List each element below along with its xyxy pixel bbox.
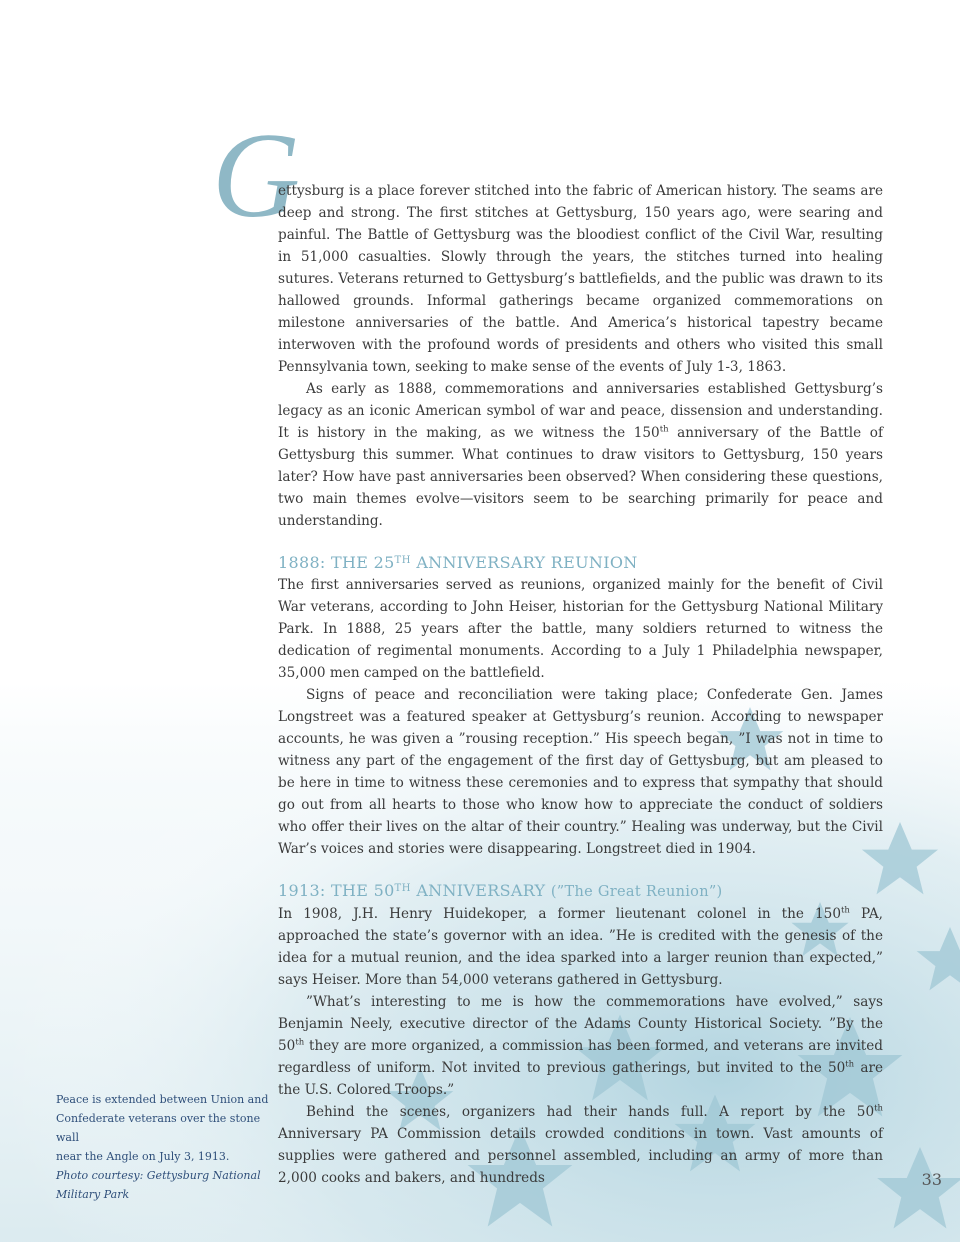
section-1913-paragraph-3: Behind the scenes, organizers had their hands full. A report by the 50th Anniversary PA Commission details crowded conditions in town. Vast amounts of supplies were gathered and personnel assembled, including an army of more than 2,000 cooks and bakers, and hundreds — [278, 1103, 883, 1186]
section-1888-paragraph-1: The first anniversaries served as reunions, organized mainly for the benefit of Civil War veterans, according to John Heiser, historian for the Gettysburg National Military Park. In 1888, 25 years after the battle, many soldiers returned to witness the dedication of regimental monuments. According to a July 1 Philadelphia newspaper, 35,000 men camped on the battlefield. — [278, 577, 883, 681]
section-1888-paragraph-2: Signs of peace and reconciliation were taking place; Confederate Gen. James Longstreet was a featured speaker at Gettysburg’s reunion. According to newspaper accounts, he was given a ”rousing reception.” His speech began, ”I was not in time to witness any part of the engagement of the first day of Gettysburg, but am pleased to be here in time to witness these ceremonies and to express that sympathy that should go out from all hearts to those who know how to appreciate the conduct of soldiers who offer their lives on the altar of their country.” Healing was underway, but the Civil War’s voices and stories were disappearing. Longstreet died in 1904. — [278, 687, 883, 857]
caption-line: Peace is extended between Union and — [56, 1093, 269, 1106]
photo-caption — [56, 1090, 286, 1204]
photo-credit: Photo courtesy: Gettysburg National Military Park — [56, 1169, 261, 1201]
section-1913-paragraph-1: In 1908, J.H. Henry Huidekoper, a former lieutenant colonel in the 150th PA, approached the state’s governor with an idea. ”He is credited with the genesis of the idea for a mutual reunion, and the idea sparked into a larger reunion than expected,” says Heiser. More than 54,000 veterans gathered in Gettysburg. — [278, 905, 883, 988]
section-1913-paragraph-2: ”What’s interesting to me is how the commemorations have evolved,” says Benjamin Neely, executive director of the Adams County Historical Society. ”By the 50th they are more organized, a commission has been formed, and veterans are invited regardless of uniform. Not invited to previous gatherings, but invited to the 50th are the U.S. Colored Troops.” — [278, 994, 884, 1098]
caption-line: Confederate veterans over the stone wall — [56, 1112, 261, 1144]
section-heading-1888: 1888: THE 25TH ANNIVERSARY REUNION — [278, 553, 638, 572]
page-number: 33 — [921, 1170, 942, 1189]
article-body — [278, 180, 883, 1189]
intro-paragraph-1: ettysburg is a place forever stitched into the fabric of American history. The seams are deep and strong. The first stitches at Gettysburg, 150 years ago, were searing and painful. The Battle of Gettysburg was the bloodiest conflict of the Civil War, resulting in 51,000 casualties. Slowly through the years, the stitches turned into healing sutures. Veterans returned to Gettysburg’s battlefields, and the public was drawn to its hallowed grounds. Informal gatherings became organized commemorations on milestone anniversaries of the battle. And America’s historical tapestry became interwoven with the profound words of presidents and others who visited this small Pennsylvania town, seeking to make sense of the events of July 1-3, 1863. — [278, 183, 883, 375]
intro-paragraph-2: As early as 1888, commemorations and anniversaries established Gettysburg’s legacy as an iconic American symbol of war and peace, dissension and understanding. It is history in the making, as we witness the 150th anniversary of the Battle of Gettysburg this summer. What continues to draw visitors to Gettysburg, 150 years later? How have past anniversaries been observed? When considering these questions, two main themes evolve—visitors seem to be searching primarily for peace and understanding. — [278, 381, 883, 529]
section-heading-1913: 1913: THE 50TH ANNIVERSARY (”The Great Reunion”) — [278, 881, 723, 900]
caption-line: near the Angle on July 3, 1913. — [56, 1150, 230, 1163]
drop-cap-letter: G — [212, 108, 301, 243]
